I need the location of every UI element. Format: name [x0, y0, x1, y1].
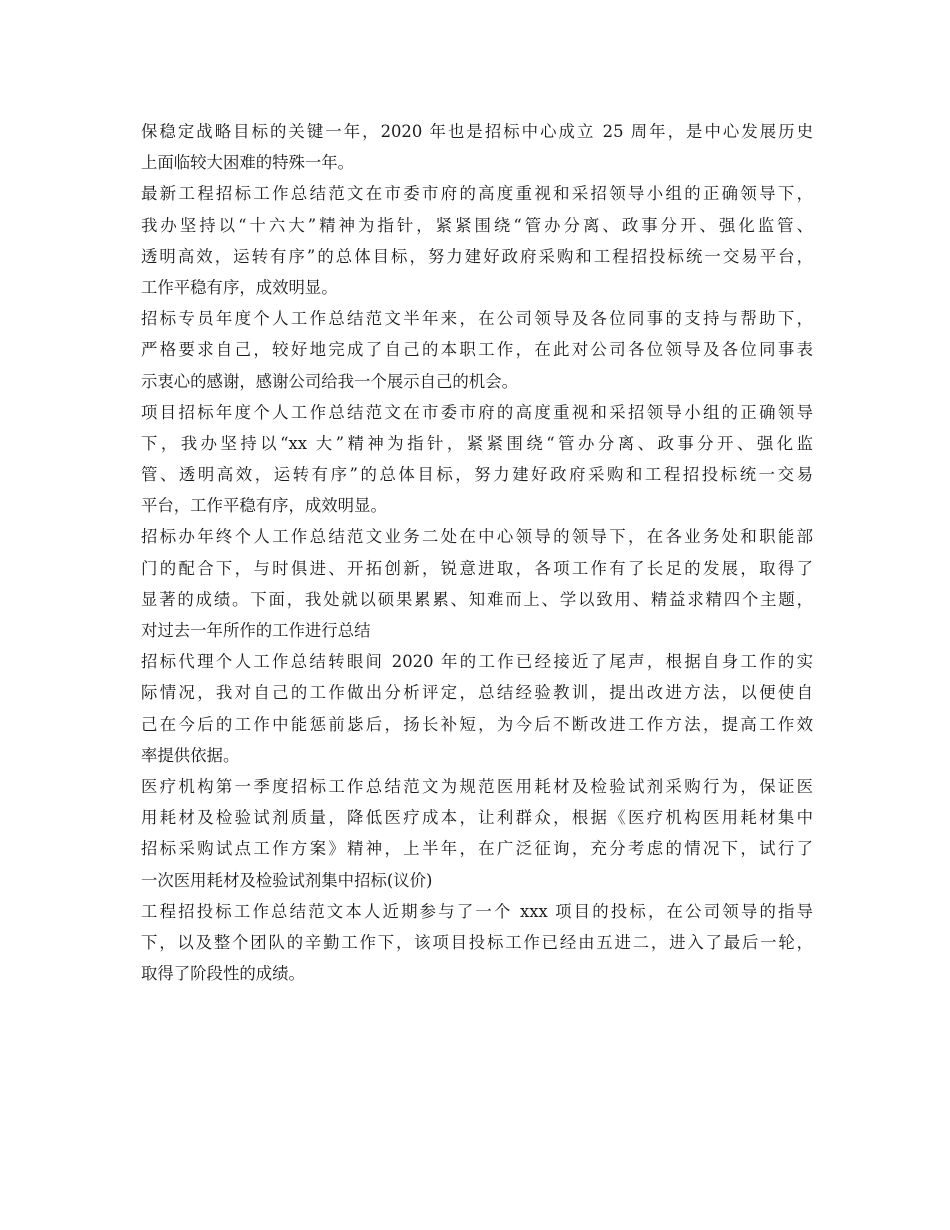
text-line: 平台，工作平稳有序，成效明显。 [141, 496, 387, 516]
text-line: 上面临较大困难的特殊一年。 [141, 153, 355, 173]
text-line: 取得了阶段性的成绩。 [141, 964, 305, 984]
text-line: 际情况，我对自己的工作做出分析评定，总结经验教训，提出改进方法，以便使自 [141, 683, 813, 703]
text-line: 工作平稳有序，成效明显。 [141, 277, 338, 297]
text-line: 门的配合下，与时俱进、开拓创新，锐意进取，各项工作有了长足的发展，取得了 [141, 558, 813, 578]
text-line: 严格要求自己，较好地完成了自己的本职工作，在此对公司各位领导及各位同事表 [141, 340, 813, 360]
text-line: 最新工程招标工作总结范文在市委市府的高度重视和采招领导小组的正确领导下， [141, 184, 813, 204]
text-line: 招标代理个人工作总结转眼间 2020 年的工作已经接近了尾声，根据自身工作的实 [141, 652, 813, 672]
text-line: 显著的成绩。下面，我处就以硕果累累、知难而上、学以致用、精益求精四个主题， [141, 589, 813, 609]
text-line: 我办坚持以“十六大”精神为指针，紧紧围绕“管办分离、政事分开、强化监管、 [141, 215, 813, 235]
text-line: 保稳定战略目标的关键一年，2020 年也是招标中心成立 25 周年，是中心发展历史 [141, 122, 813, 141]
paragraph [141, 397, 813, 522]
text-line: 己在今后的工作中能惩前毖后，扬长补短，为今后不断改进工作方法，提高工作效 [141, 714, 813, 734]
paragraph [141, 178, 813, 303]
paragraph [141, 303, 813, 397]
text-line: 一次医用耗材及检验试剂集中招标(议价) [141, 870, 433, 890]
text-line: 项目招标年度个人工作总结范文在市委市府的高度重视和采招领导小组的正确领导 [141, 402, 813, 422]
paragraph [141, 116, 813, 178]
text-line: 用耗材及检验试剂质量，降低医疗成本，让利群众，根据《医疗机构医用耗材集中 [141, 808, 813, 828]
paragraph [141, 521, 813, 646]
text-line: 对过去一年所作的工作进行总结 [141, 621, 371, 640]
text-line: 招标专员年度个人工作总结范文半年来，在公司领导及各位同事的支持与帮助下， [141, 309, 813, 329]
text-line: 示衷心的感谢，感谢公司给我一个展示自己的机会。 [141, 371, 518, 391]
paragraph [141, 896, 813, 990]
paragraph [141, 771, 813, 896]
paragraph [141, 646, 813, 771]
text-line: 管、透明高效，运转有序”的总体目标，努力建好政府采购和工程招投标统一交易 [141, 465, 813, 485]
text-line: 招标办年终个人工作总结范文业务二处在中心领导的领导下，在各业务处和职能部 [141, 527, 813, 547]
text-line: 工程招投标工作总结范文本人近期参与了一个 xxx 项目的投标，在公司领导的指导 [141, 901, 813, 921]
text-line: 医疗机构第一季度招标工作总结范文为规范医用耗材及检验试剂采购行为，保证医 [141, 776, 813, 796]
text-line: 招标采购试点工作方案》精神，上半年，在广泛征询，充分考虑的情况下，试行了 [141, 839, 813, 859]
text-line: 率提供依据。 [141, 745, 240, 765]
text-line: 透明高效，运转有序”的总体目标，努力建好政府采购和工程招投标统一交易平台， [141, 246, 813, 266]
document-body [141, 116, 813, 989]
text-line: 下，以及整个团队的辛勤工作下，该项目投标工作已经由五进二，进入了最后一轮， [141, 932, 813, 952]
text-line: 下，我办坚持以“xx 大”精神为指针，紧紧围绕“管办分离、政事分开、强化监 [141, 433, 813, 453]
